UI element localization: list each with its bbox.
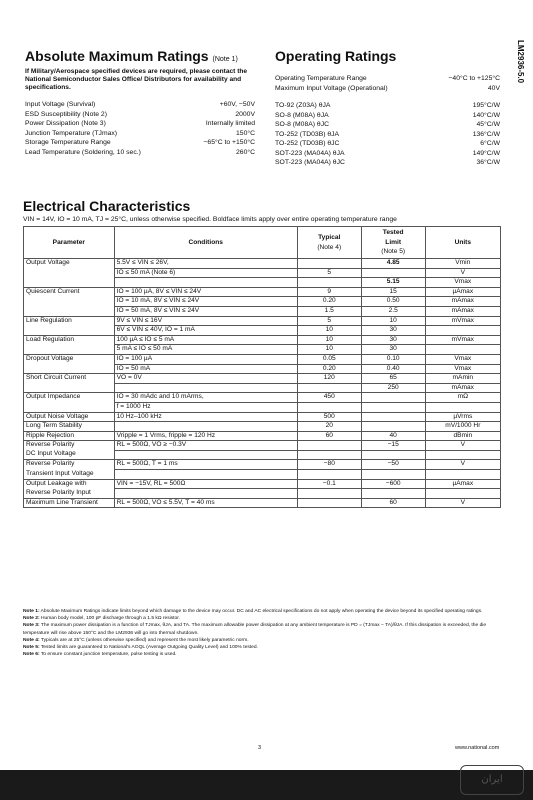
units-cell: mAmax (425, 306, 500, 316)
note-text: Absolute Maximum Ratings indicate limits beyond which damage to the device may occur. DC and AC electrical specifications do not apply when operating the device beyond its specified operating ratings. (40, 609, 483, 614)
conditions-cell (114, 383, 297, 393)
units-cell: V (425, 460, 500, 470)
table-row (24, 374, 501, 384)
limit-cell: 5.15 (361, 278, 425, 288)
abs-rating-value: 260°C (236, 148, 255, 156)
ops-rating-row (275, 74, 500, 84)
table-row (24, 259, 501, 269)
elec-title: Electrical Characteristics (23, 198, 191, 214)
table-row (24, 489, 501, 499)
typical-cell: 0.05 (297, 354, 361, 364)
note-item (23, 608, 501, 615)
param-cell: Reverse Polarity Input (24, 489, 115, 499)
thermal-value: 140°C/W (472, 111, 500, 119)
param-cell (24, 268, 115, 278)
limit-cell: 10 (361, 316, 425, 326)
limit-cell (361, 422, 425, 432)
param-cell (24, 345, 115, 355)
table-row (24, 422, 501, 432)
watermark-text: ایران (481, 774, 503, 785)
table-header-row (24, 227, 501, 259)
conditions-cell: 10 Hz–100 kHz (114, 412, 297, 422)
abs-rating-label: Lead Temperature (Soldering, 10 sec.) (25, 148, 141, 156)
abs-rating-row (25, 138, 255, 148)
ops-title: Operating Ratings (275, 48, 397, 64)
thermal-value: 149°C/W (472, 149, 500, 157)
note-item (23, 637, 501, 644)
units-cell: µVrms (425, 412, 500, 422)
conditions-cell: RL = 500Ω, VO ≥ −0.3V (114, 441, 297, 451)
units-cell: V (425, 268, 500, 278)
units-cell (425, 489, 500, 499)
limit-cell: 15 (361, 287, 425, 297)
notes-section (23, 608, 501, 658)
typical-cell: 20 (297, 422, 361, 432)
typical-cell: 450 (297, 393, 361, 403)
param-cell: Ripple Rejection (24, 431, 115, 441)
thermal-row (275, 149, 500, 159)
abs-rating-label: Storage Temperature Range (25, 139, 111, 146)
units-cell: mV/1000 Hr (425, 422, 500, 432)
units-cell (425, 345, 500, 355)
units-cell: mAmax (425, 383, 500, 393)
abs-rating-row (25, 148, 255, 158)
param-cell: DC Input Voltage (24, 450, 115, 460)
typical-cell: 5 (297, 316, 361, 326)
electrical-characteristics (23, 198, 501, 508)
col-units: Units (425, 227, 500, 259)
abs-rating-label: Power Dissipation (Note 3) (25, 120, 106, 127)
typical-cell (297, 383, 361, 393)
conditions-cell: f = 1000 Hz (114, 402, 297, 412)
param-cell: Reverse Polarity (24, 441, 115, 451)
limit-cell: 40 (361, 431, 425, 441)
ops-rating-label: Maximum Input Voltage (Operational) (275, 84, 388, 92)
table-row (24, 345, 501, 355)
abs-rating-label: Junction Temperature (TJmax) (25, 129, 118, 137)
note-item (23, 644, 501, 651)
conditions-cell: 5.5V ≤ VIN ≤ 26V, (114, 259, 297, 269)
conditions-cell: VO = 0V (114, 374, 297, 384)
ops-rating-row (275, 84, 500, 94)
param-cell: Quiescent Current (24, 287, 115, 297)
limit-cell: 250 (361, 383, 425, 393)
units-cell: Vmax (425, 354, 500, 364)
units-cell (425, 450, 500, 460)
col-limit-label: Tested (382, 229, 404, 237)
table-row (24, 498, 501, 508)
part-number-side-title: LM2936-5.0 (516, 40, 525, 84)
abs-rating-value: +60V, −50V (219, 101, 255, 108)
units-cell: mAmax (425, 297, 500, 307)
thermal-row (275, 120, 500, 130)
abs-ratings-list (25, 100, 255, 157)
limit-cell: 30 (361, 345, 425, 355)
note-label: Note 6: (23, 652, 40, 658)
electrical-table (23, 226, 501, 508)
ops-ratings-list (275, 74, 500, 93)
note-text: Human body model, 100 pF discharge through a 1.5 kΩ resistor. (40, 616, 180, 622)
limit-cell: −600 (361, 479, 425, 489)
abs-title-note: (Note 1) (212, 56, 238, 63)
col-limit (361, 227, 425, 259)
table-row (24, 316, 501, 326)
thermal-label: SO-8 (M08A) θJC (275, 121, 330, 128)
units-cell: µAmax (425, 287, 500, 297)
table-row (24, 306, 501, 316)
typical-cell (297, 470, 361, 480)
ops-rating-label: Operating Temperature Range (275, 75, 367, 82)
units-cell: µAmax (425, 479, 500, 489)
param-cell: Short Circuit Current (24, 374, 115, 384)
thermal-label: SO-8 (M08A) θJA (275, 111, 329, 119)
param-cell: Load Regulation (24, 335, 115, 345)
units-cell: mVmax (425, 335, 500, 345)
table-row (24, 364, 501, 374)
abs-rating-value: Internally limited (205, 120, 255, 127)
thermal-value: 6°C/W (480, 140, 500, 147)
param-cell (24, 383, 115, 393)
conditions-cell: 100 µA ≤ IO ≤ 5 mA (114, 335, 297, 345)
typical-cell: 120 (297, 374, 361, 384)
note-item (23, 615, 501, 622)
note-text: Tested limits are guaranteed to National's AOQL (Average Outgoing Quality Level) and 100% tested. (40, 645, 258, 651)
conditions-cell: RL = 500Ω, T = 1 ms (114, 460, 297, 470)
typical-cell (297, 259, 361, 269)
limit-cell: −50 (361, 460, 425, 470)
col-typical-label: Typical (318, 234, 341, 241)
typical-cell: 10 (297, 326, 361, 336)
abs-rating-row (25, 129, 255, 139)
conditions-cell: Vripple = 1 Vrms, fripple = 120 Hz (114, 431, 297, 441)
param-cell (24, 278, 115, 288)
note-item (23, 651, 501, 658)
thermal-label: TO-252 (TD03B) θJC (275, 140, 340, 147)
units-cell: Vmin (425, 259, 500, 269)
table-row (24, 441, 501, 451)
table-row (24, 326, 501, 336)
param-cell (24, 306, 115, 316)
abs-rating-label: ESD Susceptibility (Note 2) (25, 110, 107, 118)
param-cell (24, 326, 115, 336)
website: www.national.com (455, 745, 500, 751)
abs-title-text: Absolute Maximum Ratings (25, 48, 209, 64)
limit-cell: 30 (361, 326, 425, 336)
thermal-row (275, 130, 500, 140)
limit-cell: 0.40 (361, 364, 425, 374)
conditions-cell: IO = 10 mA, 8V ≤ VIN ≤ 24V (114, 297, 297, 307)
units-cell: V (425, 498, 500, 508)
limit-cell (361, 268, 425, 278)
note-text: To ensure constant junction temperature, pulse testing is used. (40, 652, 177, 658)
note-item (23, 622, 501, 636)
typical-cell (297, 278, 361, 288)
limit-cell (361, 393, 425, 403)
units-cell: dBmin (425, 431, 500, 441)
table-row (24, 335, 501, 345)
table-row (24, 479, 501, 489)
watermark-logo (460, 765, 524, 795)
absolute-maximum-ratings (25, 48, 255, 157)
thermal-resistance-list (275, 101, 500, 168)
limit-cell: 4.85 (361, 259, 425, 269)
note-label: Note 5: (23, 645, 40, 651)
thermal-row (275, 139, 500, 149)
abs-rating-row (25, 110, 255, 120)
abs-rating-value: 150°C (236, 129, 255, 137)
limit-cell (361, 489, 425, 499)
thermal-value: 45°C/W (476, 121, 500, 128)
abs-rating-row (25, 100, 255, 110)
note-label: Note 3: (23, 623, 40, 629)
thermal-row (275, 158, 500, 168)
note-text: The maximum power dissipation is a function of TJmax, θJA, and TA. The maximum allowable power dissipation at any ambient temperature is PD = (TJmax − TA)/θJA. If this dissipation is exceeded, the die temperature will rise above 150°C and the LM2936 will go into thermal shutdown. (23, 623, 487, 636)
thermal-label: SOT-223 (MA04A) θJA (275, 149, 345, 157)
conditions-cell: 5 mA ≤ IO ≤ 50 mA (114, 345, 297, 355)
units-cell (425, 402, 500, 412)
conditions-cell: IO = 100 µA, 8V ≤ VIN ≤ 24V (114, 287, 297, 297)
table-row (24, 297, 501, 307)
table-row (24, 470, 501, 480)
thermal-value: 136°C/W (472, 130, 500, 138)
typical-cell: 1.5 (297, 306, 361, 316)
table-row (24, 268, 501, 278)
conditions-cell: IO = 50 mA, 8V ≤ VIN ≤ 24V (114, 306, 297, 316)
limit-cell (361, 470, 425, 480)
param-cell: Output Leakage with (24, 479, 115, 489)
table-row (24, 393, 501, 403)
param-cell (24, 364, 115, 374)
col-typical-note: (Note 4) (317, 243, 342, 251)
typical-cell: 10 (297, 335, 361, 345)
conditions-cell: 9V ≤ VIN ≤ 16V (114, 316, 297, 326)
col-limit-label2: Limit (385, 238, 402, 246)
typical-cell: 9 (297, 287, 361, 297)
conditions-cell (114, 450, 297, 460)
param-cell: Transient Input Voltage (24, 470, 115, 480)
thermal-value: 36°C/W (476, 159, 500, 166)
param-cell: Dropout Voltage (24, 354, 115, 364)
ops-rating-value: 40V (487, 84, 500, 92)
param-cell: Line Regulation (24, 316, 115, 326)
abs-rating-row (25, 119, 255, 129)
typical-cell: 500 (297, 412, 361, 422)
note-label: Note 2: (23, 616, 40, 622)
typical-cell: 0.20 (297, 364, 361, 374)
typical-cell (297, 441, 361, 451)
limit-cell: 2.5 (361, 306, 425, 316)
param-cell: Maximum Line Transient (24, 498, 115, 508)
param-cell (24, 402, 115, 412)
abs-rating-label: Input Voltage (Survival) (25, 101, 96, 108)
typical-cell: 60 (297, 431, 361, 441)
table-row (24, 287, 501, 297)
test-conditions: VIN = 14V, IO = 10 mA, TJ = 25°C, unless otherwise specified. Boldface limits apply over entire operating temperature range (23, 216, 397, 223)
table-row (24, 431, 501, 441)
param-cell: Output Noise Voltage (24, 412, 115, 422)
limit-cell: −15 (361, 441, 425, 451)
thermal-label: TO-252 (TD03B) θJA (275, 130, 340, 138)
conditions-cell: IO ≤ 50 mA (Note 6) (114, 268, 297, 278)
col-parameter: Parameter (24, 227, 115, 259)
param-cell: Reverse Polarity (24, 460, 115, 470)
typical-cell: −0.1 (297, 479, 361, 489)
units-cell: Vmax (425, 278, 500, 288)
units-cell: mAmin (425, 374, 500, 384)
note-text: Typicals are at 25°C (unless otherwise specified) and represent the most likely parametric norm. (40, 637, 249, 643)
note-label: Note 1: (23, 609, 40, 614)
units-cell (425, 470, 500, 480)
typical-cell (297, 489, 361, 499)
typical-cell: 5 (297, 268, 361, 278)
ops-rating-value: −40°C to +125°C (448, 75, 500, 82)
conditions-cell: IO = 50 mA (114, 364, 297, 374)
conditions-cell: IO = 100 µA (114, 354, 297, 364)
typical-cell (297, 402, 361, 412)
units-cell: V (425, 441, 500, 451)
limit-cell: 60 (361, 498, 425, 508)
param-cell (24, 297, 115, 307)
operating-ratings (275, 48, 500, 168)
param-cell: Output Voltage (24, 259, 115, 269)
col-limit-note: (Note 5) (381, 248, 406, 256)
col-typical (297, 227, 361, 259)
limit-cell: 0.10 (361, 354, 425, 364)
param-cell: Output Impedance (24, 393, 115, 403)
typical-cell (297, 450, 361, 460)
table-row (24, 412, 501, 422)
param-cell: Long Term Stability (24, 422, 115, 432)
thermal-label: SOT-223 (MA04A) θJC (275, 159, 345, 166)
table-row (24, 402, 501, 412)
units-cell: mVmax (425, 316, 500, 326)
conditions-cell: 6V ≤ VIN ≤ 40V, IO = 1 mA (114, 326, 297, 336)
limit-cell: 0.50 (361, 297, 425, 307)
conditions-cell: IO = 30 mAdc and 10 mArms, (114, 393, 297, 403)
table-body (24, 259, 501, 508)
thermal-value: 195°C/W (472, 102, 500, 109)
limit-cell: 30 (361, 335, 425, 345)
conditions-cell (114, 422, 297, 432)
conditions-cell (114, 278, 297, 288)
typical-cell: 0.20 (297, 297, 361, 307)
units-cell (425, 326, 500, 336)
abs-title (25, 48, 255, 64)
thermal-row (275, 101, 500, 111)
typical-cell: −80 (297, 460, 361, 470)
typical-cell (297, 498, 361, 508)
conditions-cell (114, 489, 297, 499)
conditions-cell: RL = 500Ω, VO ≤ 5.5V, T = 40 ms (114, 498, 297, 508)
limit-cell: 65 (361, 374, 425, 384)
thermal-label: TO-92 (Z03A) θJA (275, 102, 331, 109)
conditions-cell: VIN = −15V, RL = 500Ω (114, 479, 297, 489)
note-label: Note 4: (23, 637, 40, 643)
limit-cell (361, 402, 425, 412)
limit-cell (361, 412, 425, 422)
units-cell: Vmax (425, 364, 500, 374)
abs-rating-value: −65°C to +150°C (203, 139, 255, 146)
conditions-cell (114, 470, 297, 480)
limit-cell (361, 450, 425, 460)
military-warning: If Military/Aerospace specified devices are required, please contact the National Semiconductor Sales Office/ Distributors for availability and specifications. (25, 68, 248, 91)
typical-cell: 10 (297, 345, 361, 355)
table-row (24, 278, 501, 288)
col-conditions: Conditions (114, 227, 297, 259)
table-row (24, 354, 501, 364)
page-number: 3 (258, 745, 262, 751)
units-cell: mΩ (425, 393, 500, 403)
table-row (24, 383, 501, 393)
thermal-row (275, 111, 500, 121)
table-row (24, 460, 501, 470)
abs-rating-value: 2000V (235, 110, 255, 118)
table-row (24, 450, 501, 460)
